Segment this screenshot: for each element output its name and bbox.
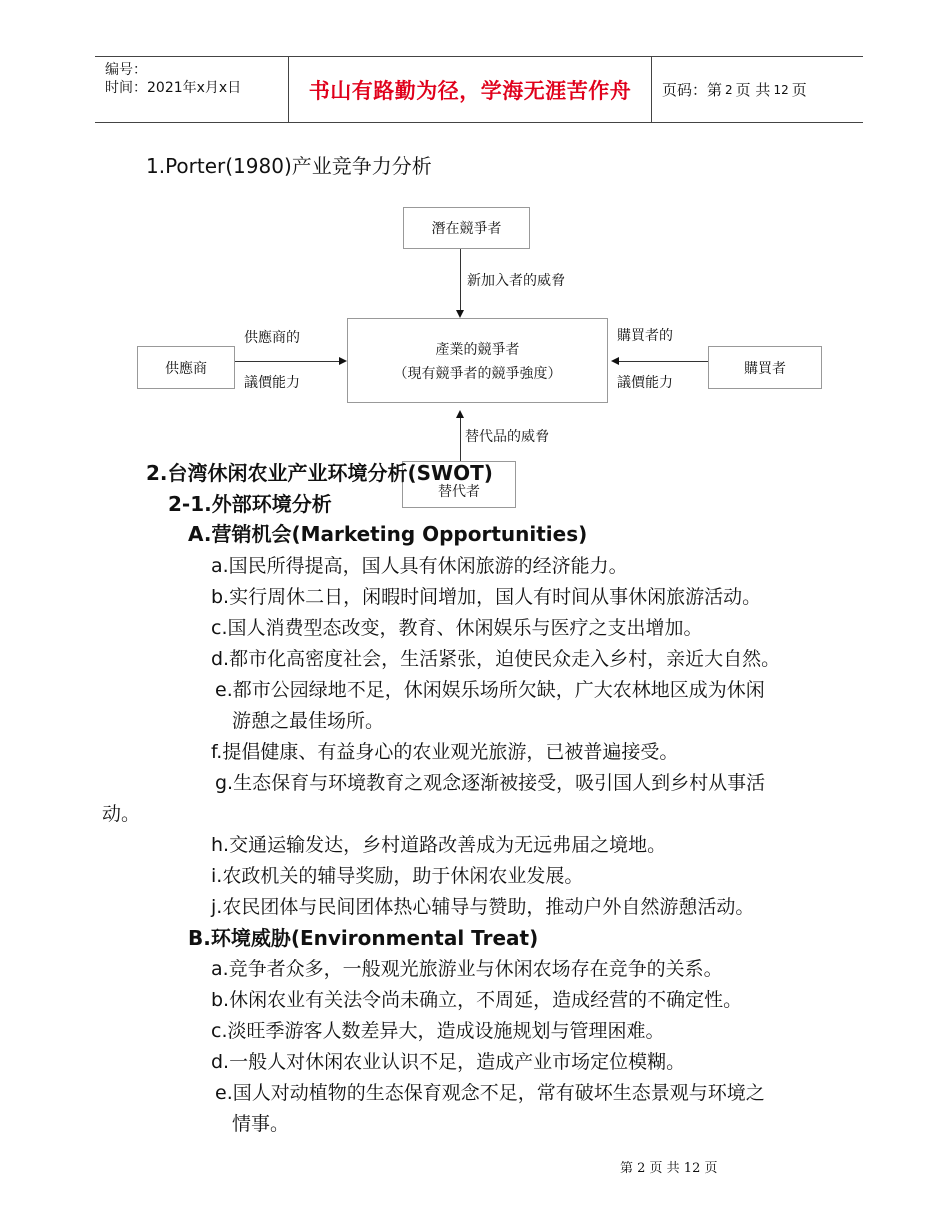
right-arrow-head: [611, 357, 619, 365]
opportunities-title: A.营销机会(Marketing Opportunities): [188, 522, 588, 546]
page-header: [95, 56, 863, 123]
threat-item: a.竞争者众多，一般观光旅游业与休闲农场存在竞争的关系。: [211, 958, 723, 980]
industry-competitors-box: [347, 318, 608, 403]
top-arrow-line: [460, 249, 461, 311]
buyer-label1: 購買者的: [617, 328, 673, 344]
opportunity-item: f.提倡健康、有益身心的农业观光旅游，已被普遍接受。: [211, 741, 679, 763]
bottom-arrow-head: [456, 410, 464, 418]
center-line2: （現有競爭者的競爭強度）: [393, 365, 562, 382]
opportunity-item: j.农民团体与民间团体热心辅导与赞助，推动户外自然游憩活动。: [211, 896, 755, 918]
new-entrants-label: 新加入者的威脅: [467, 273, 565, 289]
right-arrow-line: [619, 361, 708, 362]
time-label: 时间：2021年x月x日: [105, 80, 242, 96]
opportunity-item: d.都市化高密度社会，生活紧张，迫使民众走入乡村，亲近大自然。: [211, 648, 781, 670]
opportunity-item: h.交通运输发达，乡村道路改善成为无远弗届之境地。: [211, 834, 667, 856]
header-motto: 书山有路勤为径，学海无涯苦作舟: [289, 57, 652, 122]
page-mid: 页 共: [735, 81, 771, 99]
page-number: 2: [725, 82, 733, 97]
page-total: 12: [773, 82, 789, 97]
threat-item-cont: 情事。: [232, 1113, 290, 1135]
page-footer: 第 2 页 共 12 页: [620, 1161, 718, 1176]
opportunity-item: c.国人消费型态改变，教育、休闲娱乐与医疗之支出增加。: [211, 617, 703, 639]
threat-item: e.国人对动植物的生态保育观念不足，常有破坏生态景观与环境之: [215, 1082, 765, 1104]
threats-title: B.环境威胁(Environmental Treat): [188, 926, 539, 950]
page-suffix: 页: [791, 81, 807, 99]
opportunity-item-cont: 游憩之最佳场所。: [232, 710, 385, 732]
section1-title: 1.Porter(1980)产业竞争力分析: [146, 154, 432, 178]
opportunity-item-cont: 动。: [102, 803, 141, 825]
section2-title: 2.台湾休闲农业产业环境分析(SWOT): [146, 461, 493, 485]
center-line1: 產業的競爭者: [435, 341, 520, 358]
header-meta: [95, 57, 289, 122]
opportunity-item: b.实行周休二日，闲暇时间增加，国人有时间从事休闲旅游活动。: [211, 586, 762, 608]
supplier-label2: 議價能力: [244, 375, 300, 391]
supplier-label1: 供應商的: [244, 330, 300, 346]
header-page-info: [652, 57, 863, 122]
potential-competitors-box: 潛在競爭者: [403, 207, 530, 249]
left-arrow-line: [235, 361, 339, 362]
opportunity-item: e.都市公园绿地不足，休闲娱乐场所欠缺，广大农林地区成为休闲: [215, 679, 765, 701]
left-arrow-head: [339, 357, 347, 365]
top-arrow-head: [456, 310, 464, 318]
code-label: 编号：: [105, 62, 147, 78]
opportunity-item: a.国民所得提高，国人具有休闲旅游的经济能力。: [211, 555, 628, 577]
threat-item: c.淡旺季游客人数差异大，造成设施规划与管理困难。: [211, 1020, 665, 1042]
threat-item: d.一般人对休闲农业认识不足，造成产业市场定位模糊。: [211, 1051, 686, 1073]
section2-1-title: 2-1.外部环境分析: [168, 492, 332, 516]
opportunity-item: i.农政机关的辅导奖励，助于休闲农业发展。: [211, 865, 584, 887]
substitutes-label: 替代品的威脅: [465, 429, 549, 445]
buyer-label2: 議價能力: [617, 375, 673, 391]
page-prefix: 页码：第: [662, 81, 723, 99]
threat-item: b.休闲农业有关法令尚未确立，不周延，造成经营的不确定性。: [211, 989, 743, 1011]
opportunity-item: g.生态保育与环境教育之观念逐渐被接受，吸引国人到乡村从事活: [215, 772, 766, 794]
substitutes-box: 替代者: [402, 461, 516, 508]
buyer-box: 購買者: [708, 346, 822, 389]
supplier-box: 供應商: [137, 346, 235, 389]
bottom-arrow-line: [460, 418, 461, 461]
